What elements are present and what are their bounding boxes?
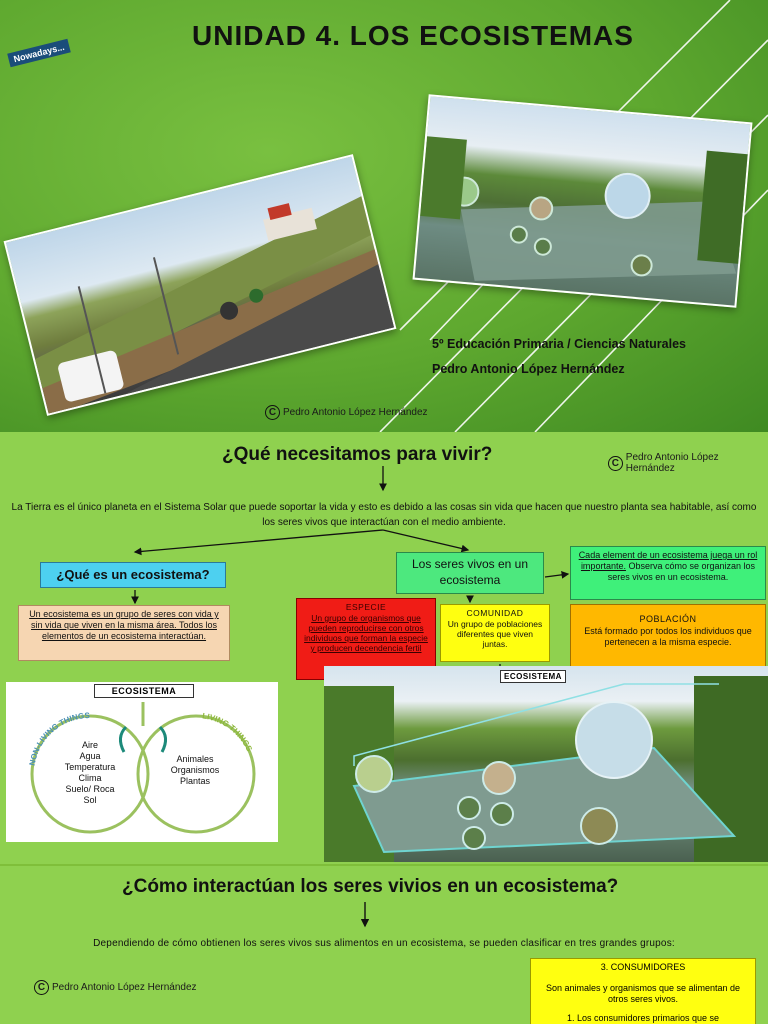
venn-circles (6, 682, 278, 842)
slide-title: ¿Cómo interactúan los seres vivios en un ecosistema? (122, 876, 619, 897)
lake-illustration (414, 96, 752, 307)
consumidores-item: 1. Los consumidores primarios que se (566, 1013, 720, 1023)
slide-title: ¿Qué necesitamos para vivir? (222, 444, 493, 465)
que-es-ecosistema-box: ¿Qué es un ecosistema? (40, 562, 226, 588)
cada-element-box (570, 546, 766, 600)
copyright-notice (265, 405, 428, 420)
list-item: Temperatura (64, 762, 116, 772)
copyright-notice (34, 980, 197, 995)
needs-slide (0, 432, 768, 864)
especie-text: Un grupo de organismos que pueden reproducirse con otros individuos que forman la especie y producen decendencia fertil (304, 613, 428, 653)
comunidad-box (440, 604, 550, 662)
ecosystem-definition-box (18, 605, 230, 661)
copyright-icon: C (608, 456, 623, 471)
list-item: Animales (176, 754, 214, 764)
copyright-text: Pedro Antonio López Hernández (625, 452, 719, 474)
nowadays-tag: Nowadays... (7, 39, 71, 68)
list-item: Sol (83, 795, 97, 805)
living-label: LIVING THINGS (201, 711, 254, 753)
poblacion-heading: POBLACIÓN (639, 614, 697, 624)
consumidores-box (530, 958, 756, 1024)
ecosistema-label: ECOSISTEMA (94, 684, 194, 698)
lake-illustration (324, 666, 768, 862)
non-living-list (50, 740, 130, 806)
consumidores-text: Son animales y organismos que se alimentan de otros seres vivos. (545, 983, 741, 1004)
ecosistema-photo-label: ECOSISTEMA (500, 670, 566, 683)
intro-paragraph: La Tierra es el único planeta en el Sistema Solar que puede soportar la vida y esto es debido a las cosas sin vida que hacen que nuestro planta sea habitable, así como los seres vivos que interactúan con el medio ambiente. (11, 502, 757, 528)
copyright-icon: C (34, 980, 49, 995)
list-item: Agua (79, 751, 101, 761)
list-item: Clima (78, 773, 102, 783)
definition-text: Un ecosistema es un grupo de seres con vida y sin vida que viven en la misma área. Todos los elementos de un ecosistema interactúan. (29, 609, 219, 641)
classification-paragraph: Dependiendo de cómo obtienen los seres vivos sus alimentos en un ecosistema, se pueden clasificar en tres grandes grupos: (93, 938, 675, 949)
copyright-text: Pedro Antonio López Hernández (52, 982, 197, 993)
copyright-text: Pedro Antonio López Hernández (283, 407, 428, 418)
cada-element-underlined: Cada element de un ecosistema juega un rol importante. (578, 550, 758, 571)
consumidores-heading: 3. CONSUMIDORES (600, 962, 686, 972)
list-item: Plantas (179, 776, 211, 786)
author-subtitle: Pedro Antonio López Hernández (432, 362, 625, 376)
title-slide (0, 0, 768, 432)
ecosystem-photo (413, 94, 753, 308)
interaction-slide (0, 866, 768, 1024)
cada-element-rest: Observa cómo se organizan los seres vivos en un ecosistema. (607, 561, 756, 582)
list-item: Organismos (170, 765, 220, 775)
living-list (158, 754, 232, 787)
list-item: Aire (81, 740, 98, 750)
course-subtitle: 5º Educación Primaria / Ciencias Naturales (432, 337, 686, 351)
copyright-icon: C (265, 405, 280, 420)
poblacion-text: Está formado por todos los individuos que pertenecen a la misma especie. (584, 626, 752, 647)
especie-heading: ESPECIE (345, 602, 387, 612)
poblacion-box (570, 604, 766, 674)
ecosystem-venn-diagram (6, 682, 278, 842)
list-item: Suelo/ Roca (65, 784, 115, 794)
non-living-label: NON-LIVING THINGS (27, 710, 91, 767)
comunidad-heading: COMUNIDAD (466, 608, 524, 618)
seres-vivos-box: Los seres vivos en un ecosistema (396, 552, 544, 594)
comunidad-text: Un grupo de poblaciones diferentes que viven juntas. (447, 619, 543, 649)
slide-title: UNIDAD 4. LOS ECOSISTEMAS (192, 20, 634, 51)
ecosystem-lake-photo (324, 666, 768, 862)
